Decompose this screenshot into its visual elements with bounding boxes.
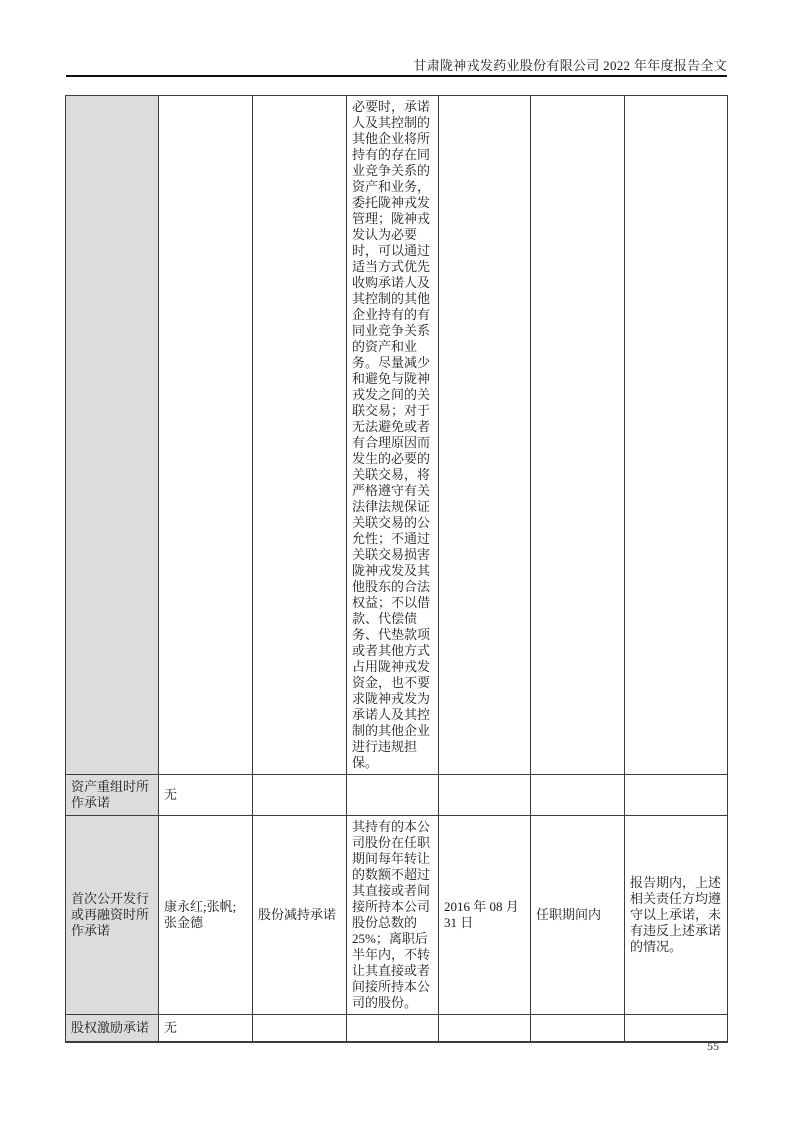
fulfillment-cell bbox=[625, 775, 728, 816]
row-label-cell bbox=[66, 96, 159, 775]
committer-cell: 无 bbox=[159, 775, 253, 816]
row-label-cell: 资产重组时所作承诺 bbox=[66, 775, 159, 816]
table-row-equity-incentive bbox=[66, 1015, 728, 1043]
table-row-ipo-refinancing bbox=[66, 816, 728, 1015]
committer-cell: 无 bbox=[159, 1015, 253, 1043]
commitment-content-cell: 其持有的本公司股份在任职期间每年转让的数额不超过其直接或者间接所持本公司股份总数的25%；离职后半年内，不转让其直接或者间接所持本公司的股份。 bbox=[347, 816, 439, 1015]
commitment-type-cell bbox=[253, 96, 347, 775]
commitment-term-cell bbox=[531, 96, 625, 775]
commitment-date-cell: 2016 年 08 月 31 日 bbox=[439, 816, 531, 1015]
commitment-type-cell: 股份减持承诺 bbox=[253, 816, 347, 1015]
row-label-cell: 首次公开发行或再融资时所作承诺 bbox=[66, 816, 159, 1015]
fulfillment-cell: 报告期内，上述相关责任方均遵守以上承诺，未有违反上述承诺的情况。 bbox=[625, 816, 728, 1015]
commitment-type-cell bbox=[253, 1015, 347, 1043]
commitment-content-cell bbox=[347, 775, 439, 816]
commitment-content-cell bbox=[347, 1015, 439, 1043]
table-row-asset-restructuring bbox=[66, 775, 728, 816]
commitment-term-cell: 任职期间内 bbox=[531, 816, 625, 1015]
commitment-term-cell bbox=[531, 1015, 625, 1043]
page-number: 55 bbox=[707, 1039, 719, 1053]
commitment-date-cell bbox=[439, 1015, 531, 1043]
commitment-content-cell: 必要时，承诺人及其控制的其他企业将所持有的存在同业竞争关系的资产和业务，委托陇神戎发管理；陇神戎发认为必要时，可以通过适当方式优先收购承诺人及其控制的其他企业持有的有同业竞争关系的资产和业务。尽量减少和避免与陇神戎发之间的关联交易；对于无法避免或者有合理原因而发生的必要的关联交易，将严格遵守有关法律法规保证关联交易的公允性；不通过关联交易损害陇神戎发及其他股东的合法权益；不以借款、代偿债务、代垫款项或者其他方式占用陇神戎发资金，也不要求陇神戎发为承诺人及其控制的其他企业进行违规担保。 bbox=[347, 96, 439, 775]
commitment-date-cell bbox=[439, 775, 531, 816]
fulfillment-cell bbox=[625, 96, 728, 775]
report-header-title: 甘肃陇神戎发药业股份有限公司 2022 年年度报告全文 bbox=[413, 58, 727, 73]
row-label-cell: 股权激励承诺 bbox=[66, 1015, 159, 1043]
commitment-term-cell bbox=[531, 775, 625, 816]
commitment-date-cell bbox=[439, 96, 531, 775]
commitments-table bbox=[65, 95, 728, 1043]
table-row-continuation bbox=[66, 96, 728, 775]
committer-cell bbox=[159, 96, 253, 775]
commitment-type-cell bbox=[253, 775, 347, 816]
header-rule bbox=[66, 75, 727, 77]
committer-cell: 康永红;张帆;张金德 bbox=[159, 816, 253, 1015]
fulfillment-cell bbox=[625, 1015, 728, 1043]
